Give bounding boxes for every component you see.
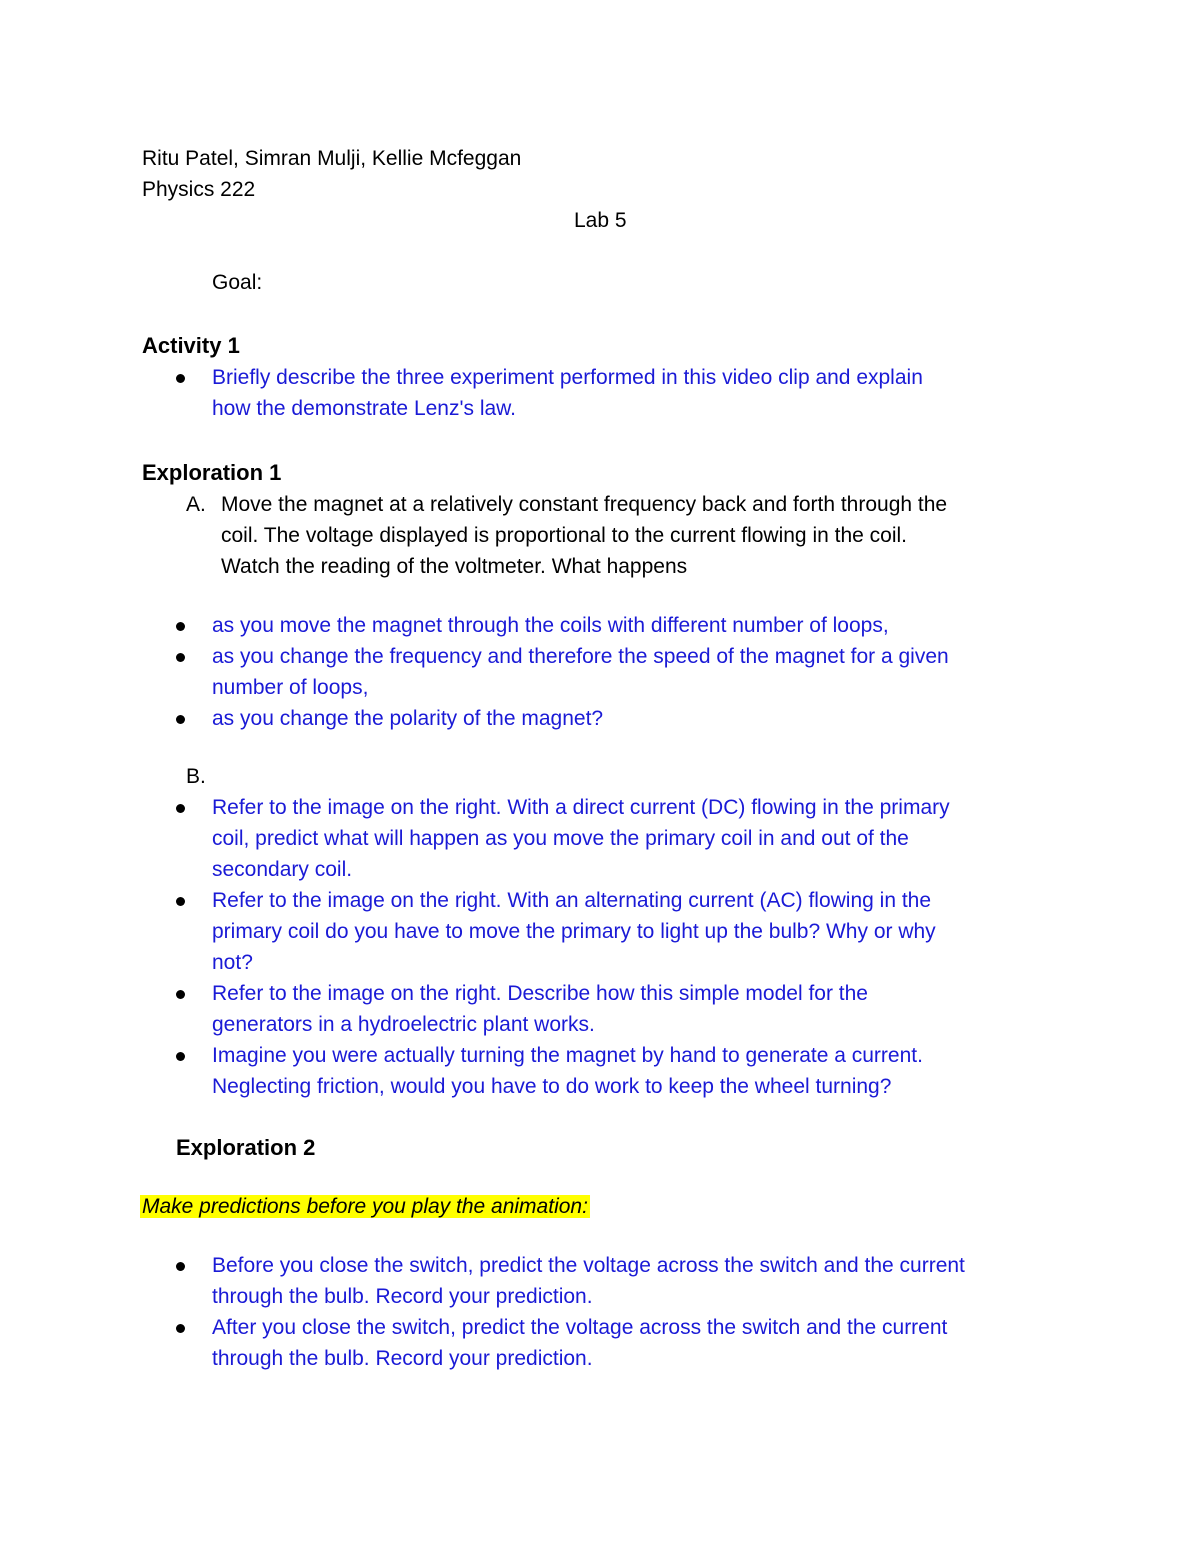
exploration2-bullet-line: through the bulb. Record your prediction. (212, 1285, 593, 1308)
bullet-icon (176, 715, 185, 724)
part-a-text: coil. The voltage displayed is proportional to the current flowing in the coil. (221, 524, 907, 547)
bullet-icon (176, 622, 185, 631)
part-b-bullet-line: Refer to the image on the right. With a direct current (DC) flowing in the primary (212, 796, 950, 819)
bullet-icon (176, 990, 185, 999)
part-b-bullet-line: coil, predict what will happen as you move the primary coil in and out of the (212, 827, 909, 850)
lab-title: Lab 5 (574, 209, 627, 232)
activity1-heading: Activity 1 (142, 333, 240, 358)
exploration2-bullet-line: Before you close the switch, predict the voltage across the switch and the current (212, 1254, 965, 1277)
bullet-icon (176, 1052, 185, 1061)
goal-label: Goal: (212, 271, 263, 294)
part-b-bullet-line: Refer to the image on the right. Describe how this simple model for the (212, 982, 868, 1005)
bullet-icon (176, 1262, 185, 1271)
activity1-bullet-line: Briefly describe the three experiment performed in this video clip and explain (212, 366, 923, 389)
part-a-bullet-line: as you change the polarity of the magnet? (212, 707, 604, 730)
exploration2-heading: Exploration 2 (176, 1135, 316, 1160)
exploration2-bullet-line: After you close the switch, predict the voltage across the switch and the current (212, 1316, 948, 1339)
authors: Ritu Patel, Simran Mulji, Kellie Mcfeggan (142, 147, 522, 170)
activity1-bullet-line: how the demonstrate Lenz's law. (212, 397, 517, 420)
part-b-bullet-line: secondary coil. (212, 858, 353, 881)
bullet-icon (176, 374, 185, 383)
part-a-bullet-line: as you move the magnet through the coils with different number of loops, (212, 614, 889, 637)
part-b-bullet-line: not? (212, 951, 253, 974)
bullet-icon (176, 653, 185, 662)
part-a-text: Move the magnet at a relatively constant frequency back and forth through the (221, 493, 948, 516)
part-a-marker: A. (186, 493, 206, 516)
bullet-icon (176, 804, 185, 813)
course: Physics 222 (142, 178, 256, 201)
part-b-bullet-line: Imagine you were actually turning the magnet by hand to generate a current. (212, 1044, 923, 1067)
exploration2-bullet-line: through the bulb. Record your prediction. (212, 1347, 593, 1370)
exploration1-heading: Exploration 1 (142, 460, 282, 485)
part-b-bullet-line: Refer to the image on the right. With an alternating current (AC) flowing in the (212, 889, 932, 912)
bullet-icon (176, 1324, 185, 1333)
bullet-icon (176, 897, 185, 906)
part-b-bullet-line: generators in a hydroelectric plant works. (212, 1013, 595, 1036)
part-b-marker: B. (186, 765, 206, 788)
highlighted-instruction: Make predictions before you play the animation: (142, 1195, 588, 1218)
part-a-text: Watch the reading of the voltmeter. What happens (221, 555, 688, 578)
part-a-bullet-line: number of loops, (212, 676, 369, 699)
part-b-bullet-line: Neglecting friction, would you have to do work to keep the wheel turning? (212, 1075, 892, 1098)
part-a-bullet-line: as you change the frequency and therefore the speed of the magnet for a given (212, 645, 949, 668)
part-b-bullet-line: primary coil do you have to move the primary to light up the bulb? Why or why (212, 920, 936, 943)
